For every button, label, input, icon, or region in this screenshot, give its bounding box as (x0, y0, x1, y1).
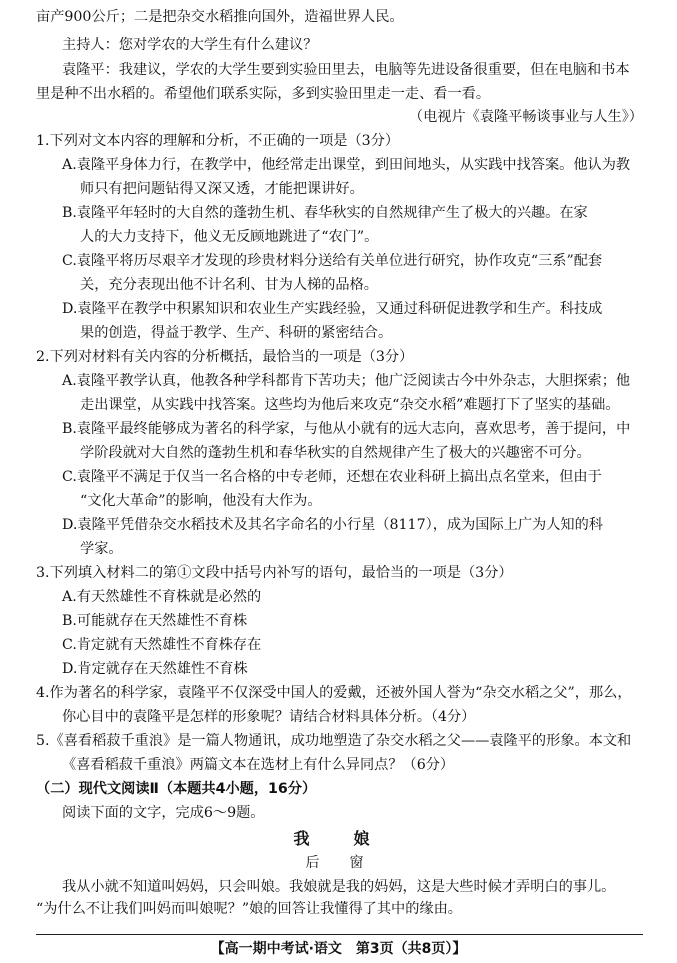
q2-option-b-cont: 学阶段就对大自然的蓬勃生机和春华秋实的自然规律产生了极大的兴趣密不可分。 (80, 445, 591, 461)
section-instruction: 阅读下面的文字，完成6～9题。 (62, 805, 265, 821)
q2-option-b: B.袁隆平最终能够成为著名的科学家，与他从小就有的远大志向，喜欢思考，善于提问，中 (62, 421, 631, 437)
q2-option-a-cont: 走出课堂，从实践中找答案。这些均为他后来攻克“杂交水稻”难题打下了坚实的基础。 (80, 397, 620, 413)
question-2-stem: 2.下列对材料有关内容的分析概括，最恰当的一项是（3分） (36, 349, 414, 365)
text-line: 里是种不出水稻的。希望他们联系实际，多到实验田里走一走、看一看。 (36, 86, 491, 102)
q2-option-c-cont: “文化大革命”的影响，他没有大作为。 (80, 493, 322, 509)
page-footer: 【高一期中考试·语文 第3页（共8页）】 (210, 941, 467, 957)
question-4-cont: 你心目中的袁隆平是怎样的形象呢？请结合材料具体分析。（4分） (62, 709, 476, 725)
q1-option-a: A.袁隆平身体力行，在教学中，他经常走出课堂，到田间地头，从实践中找答案。他认为教 (62, 157, 631, 173)
article-paragraph: “为什么不让我们叫妈而叫娘呢？”娘的回答让我懂得了其中的缘由。 (36, 901, 462, 917)
q3-option-a: A.有天然雄性不育株就是必然的 (62, 589, 262, 605)
text-line: 主持人：您对学农的大学生有什么建议？ (62, 37, 318, 53)
section-heading: （二）现代文阅读Ⅱ（本题共4小题，16分） (36, 781, 317, 797)
q3-option-c: C.肯定就有天然雄性不育株存在 (62, 637, 262, 653)
question-5-stem: 5.《喜看稻菽千重浪》是一篇人物通讯，成功地塑造了杂交水稻之父——袁隆平的形象。本文和 (36, 733, 632, 749)
question-1-stem: 1.下列对文本内容的理解和分析，不正确的一项是（3分） (36, 133, 400, 149)
text-line: 袁隆平：我建议，学农的大学生要到实验田里去，电脑等先进设备很重要，但在电脑和书本 (62, 62, 630, 78)
text-line: 亩产900公斤；二是把杂交水稻推向国外，造福世界人民。 (36, 9, 404, 25)
q1-option-d-cont: 果的创造，得益于教学、生产、科研的紧密结合。 (80, 325, 393, 341)
q1-option-a-cont: 师只有把问题钻得又深又透，才能把课讲好。 (80, 181, 364, 197)
footer-rule (36, 934, 643, 935)
question-3-stem: 3.下列填入材料二的第①文段中括号内补写的语句，最恰当的一项是（3分） (36, 565, 513, 581)
question-4-stem: 4.作为著名的科学家，袁隆平不仅深受中国人的爱戴，还被外国人誉为“杂交水稻之父”，那么， (36, 685, 632, 701)
question-5-cont: 《喜看稻菽千重浪》两篇文本在选材上有什么异同点？（6分） (62, 757, 455, 773)
q1-option-c-cont: 关，充分表现出他不计名利、甘为人梯的品格。 (80, 277, 378, 293)
q2-option-a: A.袁隆平教学认真，他教各种学科都肯下苦功夫；他广泛阅读古今中外杂志，大胆探索；他 (62, 373, 631, 389)
q2-option-d-cont: 学家。 (80, 541, 123, 557)
q3-option-d: D.肯定就存在天然雄性不育株 (62, 661, 248, 677)
q3-option-b: B.可能就存在天然雄性不育株 (62, 613, 248, 629)
q2-option-c: C.袁隆平不满足于仅当一名合格的中专老师，还想在农业科研上搞出点名堂来，但由于 (62, 469, 602, 485)
article-title: 我 娘 (293, 829, 384, 848)
q1-option-c: C.袁隆平将历尽艰辛才发现的珍贵材料分送给有关单位进行研究，协作攻克“三系”配套 (62, 253, 603, 269)
q1-option-d: D.袁隆平在教学中积累知识和农业生产实践经验，又通过科研促进教学和生产。科技成 (62, 301, 603, 317)
q1-option-b: B.袁隆平年轻时的大自然的蓬勃生机、春华秋实的自然规律产生了极大的兴趣。在家 (62, 205, 588, 221)
source-citation: （电视片《袁隆平畅谈事业与人生》） (408, 109, 643, 125)
q2-option-d: D.袁隆平凭借杂交水稻技术及其名字命名的小行星（8117），成为国际上广为人知的科 (62, 517, 603, 533)
article-paragraph: 我从小就不知道叫妈妈，只会叫娘。我娘就是我的妈妈，这是大些时候才弄明白的事儿。 (62, 879, 616, 895)
article-author: 后 窗 (305, 855, 372, 871)
q1-option-b-cont: 人的大力支持下，他义无反顾地跳进了“农门”。 (80, 229, 379, 245)
